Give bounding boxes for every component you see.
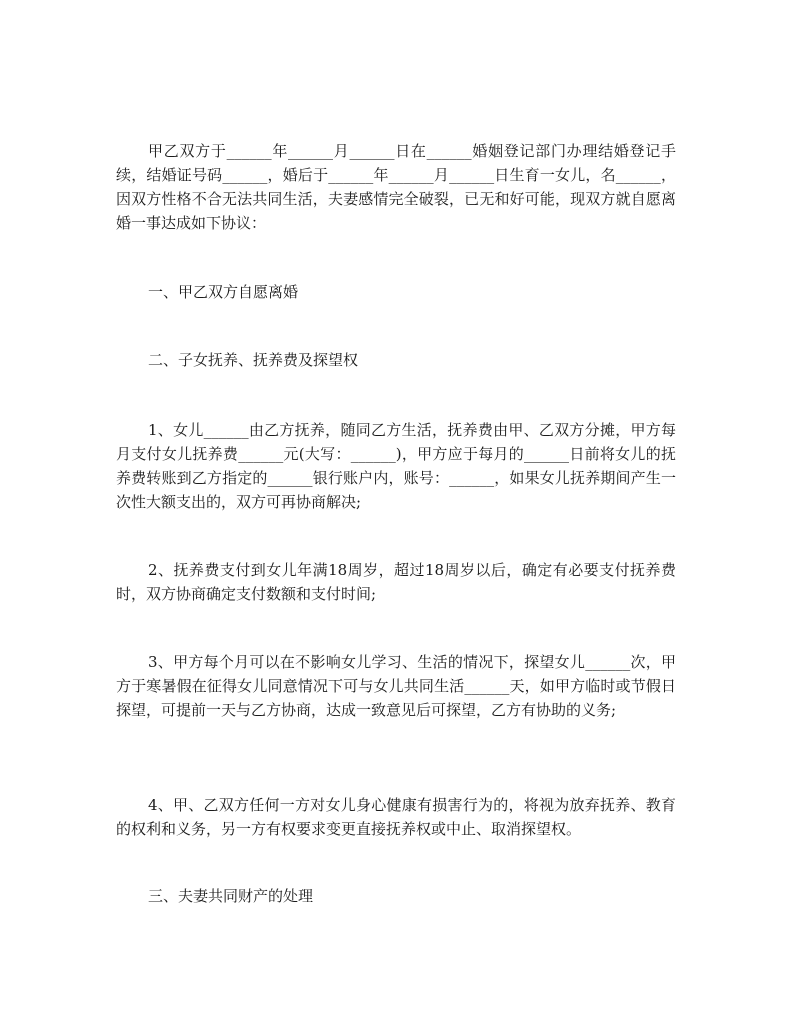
custody-item-4: 4、甲、乙双方任何一方对女儿身心健康有损害行为的，将视为放弃抚养、教育的权利和义务，另一方有权要求变更直接抚养权或中止、取消探望权。 xyxy=(116,796,676,838)
custody-item-1: 1、女儿______由乙方抚养，随同乙方生活，抚养费由甲、乙双方分摊，甲方每月支付女儿抚养费______元(大写：______)，甲方应于每月的______日前将女儿的抚养费转账到乙方指定的______银行账户内，账号：______，如果女儿抚养期间产生一次性大额支出的，双方可再协商解决; xyxy=(116,421,676,511)
section-heading-property: 三、夫妻共同财产的处理 xyxy=(148,887,314,905)
intro-paragraph: 甲乙双方于______年______月______日在______婚姻登记部门办理结婚登记手续，结婚证号码______，婚后于______年______月______日生育一女儿，名______，因双方性格不合无法共同生活，夫妻感情完全破裂，已无和好可能，现双方就自愿离婚一事达成如下协议： xyxy=(116,142,676,232)
section-heading-divorce: 一、甲乙双方自愿离婚 xyxy=(148,283,299,301)
section-heading-custody: 二、子女抚养、抚养费及探望权 xyxy=(148,351,359,369)
custody-item-2: 2、抚养费支付到女儿年满18周岁，超过18周岁以后，确定有必要支付抚养费时，双方协商确定支付数额和支付时间; xyxy=(116,561,676,603)
custody-item-3: 3、甲方每个月可以在不影响女儿学习、生活的情况下，探望女儿______次，甲方于寒暑假在征得女儿同意情况下可与女儿共同生活______天，如甲方临时或节假日探望，可提前一天与乙方协商，达成一致意见后可探望，乙方有协助的义务; xyxy=(116,653,676,719)
